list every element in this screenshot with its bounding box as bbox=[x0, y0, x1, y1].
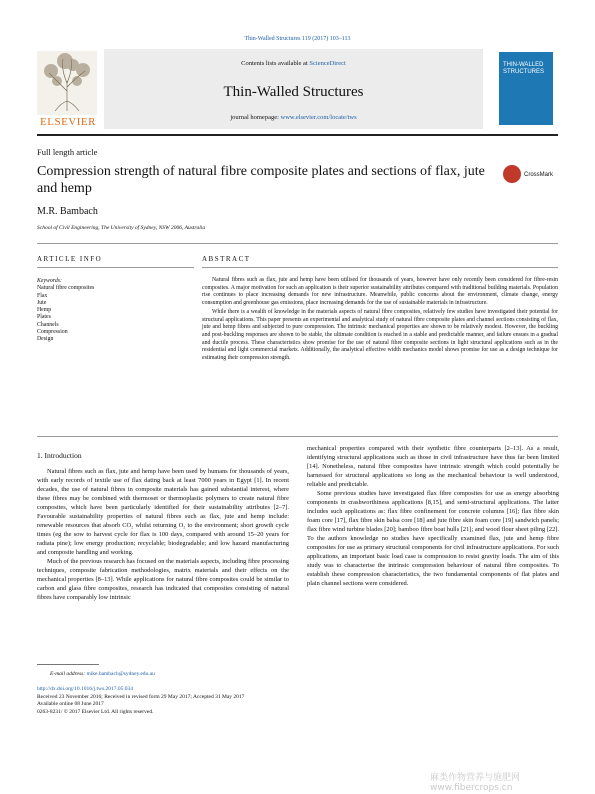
contents-line bbox=[104, 60, 483, 67]
watermark: 麻类作物营养与施肥网 www.fibercrops.cn bbox=[430, 773, 521, 793]
title-divider bbox=[37, 243, 558, 244]
sciencedirect-link[interactable]: ScienceDirect bbox=[309, 60, 346, 67]
doi-link[interactable]: http://dx.doi.org/10.1016/j.tws.2017.05.034 bbox=[37, 686, 134, 692]
homepage-prefix: journal homepage: bbox=[230, 114, 281, 121]
crossmark-icon[interactable] bbox=[503, 165, 521, 183]
homepage-link[interactable]: www.elsevier.com/locate/tws bbox=[280, 114, 357, 121]
keyword: Flax bbox=[37, 292, 48, 299]
article-title: Compression strength of natural fibre composite plates and sections of flax, jute and hemp bbox=[37, 164, 485, 196]
online-date: Available online 08 June 2017 bbox=[37, 701, 104, 707]
keyword: Hemp bbox=[37, 307, 52, 314]
journal-title: Thin-Walled Structures bbox=[223, 84, 364, 100]
abstract-text bbox=[202, 277, 558, 363]
elsevier-tree-logo-icon bbox=[37, 51, 97, 115]
header-divider bbox=[37, 134, 558, 136]
received-dates: Received 23 November 2016; Received in revised form 29 May 2017; Accepted 31 May 2017 bbox=[37, 693, 245, 700]
article-type: Full length article bbox=[37, 147, 98, 157]
abstract-end-divider bbox=[37, 436, 558, 437]
email-link[interactable]: mike.bambach@sydney.edu.au bbox=[86, 671, 155, 677]
body-paragraph: mechanical properties compared with their synthetic fibre counterparts [2–13]. As a result, identifying structural applications such as those in civil infrastructure have thus far been limited [14]. Nonetheless, natural fibre composites have intrinsic strength which could potentially be harnessed for structural applications so long as the mechanical behaviour is well understood, reliable and predictable. bbox=[307, 445, 559, 488]
body-paragraph: Natural fibres such as flax, jute and hemp have been used by humans for thousands of years, with early records of textile use of flax dating back at least 7000 years in Egypt [1]. In recent decades, the use of natural fibres in composite materials has gained substantial interest, where these fibres may be combined with thermoset or thermoplastic polymers to create natural fibre composites, which have been particularly identified for their sustainability attributes [2–7]. Favourable sustainability properties of natural fibres such as flax, jute and hemp include: renewable resources that absorb CO₂ whilst returning O₂ to the environment; short growth cycle times (eg the sow to harvest cycle for flax is 100 days, compared with around 15–20 years for radiata pine); low energy production; recyclable; biodegradable; and low hazard manufacturing and composite handling and working. bbox=[37, 468, 289, 556]
keyword: Plates bbox=[37, 314, 51, 321]
front-matter bbox=[37, 686, 244, 716]
keyword: Compression bbox=[37, 329, 68, 336]
crossmark-label[interactable]: CrossMark bbox=[524, 172, 554, 178]
cover-title: THIN-WALLED STRUCTURES bbox=[503, 62, 545, 75]
body-paragraph: Much of the previous research has focused on the materials aspects, including fibre processing techniques, composite fabrication methodologies, matrix materials and their effects on the mechanical properties [8–13]. While applications for natural fibre composites could be similar to carbon and glass fibre composites, research has indicated that composites consisting of natural fibres have comparably low intrinsic bbox=[37, 558, 289, 601]
email-label: E-mail address: bbox=[50, 671, 86, 677]
publisher-logo: ELSEVIER bbox=[40, 116, 96, 128]
body-paragraph: Some previous studies have investigated flax fibre composites for use as energy absorbing components in crashworthiness applications [8,15], and semi-structural applications. The latter includes such applications as: flax fibre confinement for concrete columns [16]; flax fibre skin foam core [17], flax fibre skin balsa core [18] and jute fibre skin foam core [19] sandwich panels; flax fibre wind turbine blades [20]; bamboo fibre boat hulls [21]; and wood flour sheet piling [22]. To the authors knowledge no studies have specifically examined flax, jute and hemp fibre composites for use as primary structural components for civil infrastructure applications. For such applications, an important basic load case is compression to resist gravity loads. The aim of this study was to characterise the intrinsic compression behaviour of natural fibre composites. To establish these compression characteristics, the two fundamental components of flat plates and plain channel sections were considered. bbox=[307, 490, 559, 587]
article-info-heading: ARTICLE INFO bbox=[37, 255, 103, 263]
keyword: Jute bbox=[37, 299, 47, 306]
author-name[interactable]: M.R. Bambach bbox=[37, 206, 98, 217]
footnote-divider bbox=[37, 664, 99, 665]
abstract-paragraph: Natural fibres such as flax, jute and hemp have been utilised for thousands of years, however have only recently been considered for fibre-resin composites. A major motivation for such an application is their superior sustainability attributes compared with traditional building materials. Population rise continues to place increasing demands for new infrastructure. Meanwhile, public concerns about the environment, climate change, energy consumption and greenhouse gas emissions, place increasing demands for the use of sustainable materials in infrastructure. bbox=[202, 277, 558, 307]
journal-homepage bbox=[104, 114, 483, 121]
contents-prefix: Contents lists available at bbox=[241, 60, 310, 67]
keyword: Natural fibre composites bbox=[37, 285, 95, 292]
footnote bbox=[50, 671, 155, 677]
abstract-heading: ABSTRACT bbox=[202, 255, 251, 263]
body-column-right bbox=[307, 444, 559, 588]
section-heading-introduction: 1. Introduction bbox=[37, 451, 82, 460]
keywords-label: Keywords: bbox=[37, 278, 62, 284]
keywords-list bbox=[37, 278, 194, 344]
keyword: Design bbox=[37, 336, 54, 343]
copyright: 0263-8231/ © 2017 Elsevier Ltd. All rights reserved. bbox=[37, 708, 154, 715]
keyword: Channels bbox=[37, 321, 59, 328]
body-column-left bbox=[37, 451, 289, 602]
author-affiliation: School of Civil Engineering, The University of Sydney, NSW 2006, Australia bbox=[37, 225, 206, 231]
journal-reference[interactable]: Thin-Walled Structures 119 (2017) 103–113 bbox=[244, 36, 351, 42]
abstract-divider bbox=[202, 267, 558, 268]
article-info-divider bbox=[37, 267, 194, 268]
abstract-paragraph: While there is a wealth of knowledge in the materials aspects of natural fibre composites, relatively few studies have investigated their potential for structural applications. This paper presents an experimental and analytical study of natural fibre composite plates and channel sections consisting of flax, jute and hemp fibres and subjected to pure compression. The intrinsic mechanical properties are shown to be relatively modest. However, the buckling and post-buckling responses are shown to be stable, the ultimate condition is reached in a stable and predictable manner, and failure ensues in a gradual and ductile process. These characteristics show promise for the use of natural fibre composite sections in light structural applications such as in the residential and light commercial markets. Additionally, the analytical effective width mechanics model shows promise for use as a design technique for estimating their compression strength. bbox=[202, 308, 558, 362]
